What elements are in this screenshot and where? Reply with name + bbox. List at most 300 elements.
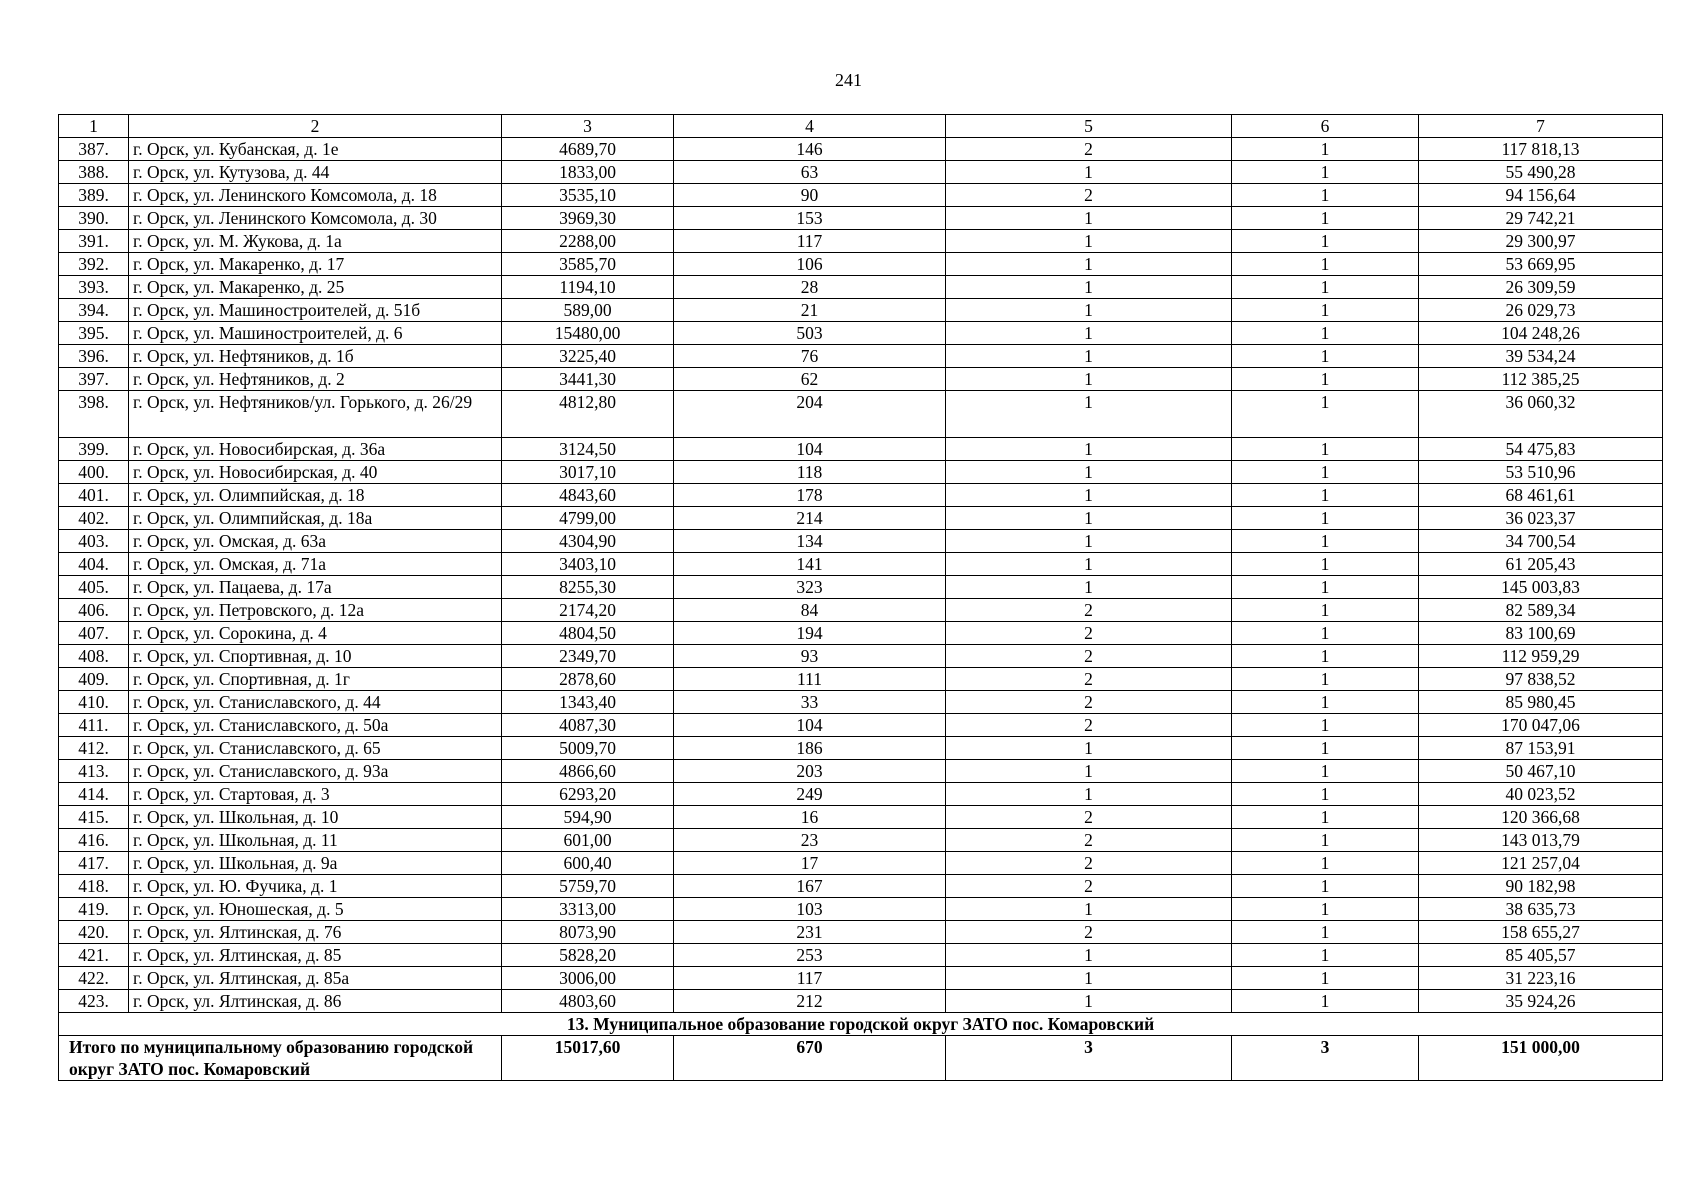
col6-cell: 1: [1232, 461, 1419, 484]
col6-cell: 1: [1232, 668, 1419, 691]
row-number: 411.: [59, 714, 129, 737]
area-cell: 3969,30: [502, 207, 674, 230]
table-row: [59, 276, 1663, 299]
table-row: [59, 760, 1663, 783]
header-cell: 5: [946, 115, 1232, 138]
address-cell: г. Орск, ул. Олимпийская, д. 18: [129, 484, 502, 507]
amount-cell: 170 047,06: [1419, 714, 1663, 737]
col5-cell: 1: [946, 438, 1232, 461]
col5-cell: 1: [946, 391, 1232, 438]
table-row: [59, 668, 1663, 691]
col5-cell: 2: [946, 829, 1232, 852]
table-row: [59, 345, 1663, 368]
col6-cell: 1: [1232, 829, 1419, 852]
col6-cell: 1: [1232, 944, 1419, 967]
header-cell: 1: [59, 115, 129, 138]
amount-cell: 85 405,57: [1419, 944, 1663, 967]
table-row: [59, 783, 1663, 806]
amount-cell: 31 223,16: [1419, 967, 1663, 990]
area-cell: 4304,90: [502, 530, 674, 553]
table-row: [59, 368, 1663, 391]
area-cell: 4866,60: [502, 760, 674, 783]
area-cell: 4804,50: [502, 622, 674, 645]
amount-cell: 68 461,61: [1419, 484, 1663, 507]
col5-cell: 1: [946, 368, 1232, 391]
residents-cell: 76: [674, 345, 946, 368]
amount-cell: 145 003,83: [1419, 576, 1663, 599]
area-cell: 589,00: [502, 299, 674, 322]
table-row: [59, 898, 1663, 921]
col5-cell: 1: [946, 507, 1232, 530]
col6-cell: 1: [1232, 599, 1419, 622]
total-amount: 151 000,00: [1419, 1036, 1663, 1081]
residents-cell: 167: [674, 875, 946, 898]
residents-cell: 117: [674, 230, 946, 253]
residents-cell: 118: [674, 461, 946, 484]
row-number: 389.: [59, 184, 129, 207]
area-cell: 3017,10: [502, 461, 674, 484]
residents-cell: 21: [674, 299, 946, 322]
amount-cell: 34 700,54: [1419, 530, 1663, 553]
address-cell: г. Орск, ул. Ялтинская, д. 85: [129, 944, 502, 967]
area-cell: 8255,30: [502, 576, 674, 599]
area-cell: 4799,00: [502, 507, 674, 530]
table-row: [59, 184, 1663, 207]
header-cell: 7: [1419, 115, 1663, 138]
col5-cell: 2: [946, 622, 1232, 645]
table-row: [59, 299, 1663, 322]
address-cell: г. Орск, ул. Олимпийская, д. 18а: [129, 507, 502, 530]
address-cell: г. Орск, ул. Ялтинская, д. 86: [129, 990, 502, 1013]
row-number: 387.: [59, 138, 129, 161]
amount-cell: 61 205,43: [1419, 553, 1663, 576]
row-number: 403.: [59, 530, 129, 553]
table-row: [59, 622, 1663, 645]
col6-cell: 1: [1232, 138, 1419, 161]
col5-cell: 1: [946, 553, 1232, 576]
residents-cell: 194: [674, 622, 946, 645]
address-cell: г. Орск, ул. Ю. Фучика, д. 1: [129, 875, 502, 898]
address-cell: г. Орск, ул. Спортивная, д. 1г: [129, 668, 502, 691]
amount-cell: 53 510,96: [1419, 461, 1663, 484]
residents-cell: 323: [674, 576, 946, 599]
amount-cell: 143 013,79: [1419, 829, 1663, 852]
col5-cell: 2: [946, 668, 1232, 691]
area-cell: 3441,30: [502, 368, 674, 391]
row-number: 388.: [59, 161, 129, 184]
address-cell: г. Орск, ул. Новосибирская, д. 36а: [129, 438, 502, 461]
residents-cell: 28: [674, 276, 946, 299]
table-row: [59, 507, 1663, 530]
col6-cell: 1: [1232, 484, 1419, 507]
address-cell: г. Орск, ул. Пацаева, д. 17а: [129, 576, 502, 599]
table-row: [59, 530, 1663, 553]
row-number: 415.: [59, 806, 129, 829]
col6-cell: 1: [1232, 530, 1419, 553]
area-cell: 5009,70: [502, 737, 674, 760]
address-cell: г. Орск, ул. Макаренко, д. 25: [129, 276, 502, 299]
col6-cell: 1: [1232, 507, 1419, 530]
amount-cell: 35 924,26: [1419, 990, 1663, 1013]
residents-cell: 84: [674, 599, 946, 622]
address-cell: г. Орск, ул. Стартовая, д. 3: [129, 783, 502, 806]
row-number: 420.: [59, 921, 129, 944]
section-row: [59, 1013, 1663, 1036]
col5-cell: 2: [946, 599, 1232, 622]
table-row: [59, 207, 1663, 230]
col6-cell: 1: [1232, 852, 1419, 875]
col6-cell: 1: [1232, 990, 1419, 1013]
header-cell: 2: [129, 115, 502, 138]
area-cell: 1833,00: [502, 161, 674, 184]
col6-cell: 1: [1232, 299, 1419, 322]
row-number: 400.: [59, 461, 129, 484]
amount-cell: 117 818,13: [1419, 138, 1663, 161]
table-row: [59, 576, 1663, 599]
col5-cell: 1: [946, 230, 1232, 253]
area-cell: 4689,70: [502, 138, 674, 161]
area-cell: 3006,00: [502, 967, 674, 990]
col6-cell: 1: [1232, 553, 1419, 576]
address-cell: г. Орск, ул. Юношеская, д. 5: [129, 898, 502, 921]
col5-cell: 1: [946, 345, 1232, 368]
address-cell: г. Орск, ул. Станиславского, д. 44: [129, 691, 502, 714]
col6-cell: 1: [1232, 806, 1419, 829]
address-cell: г. Орск, ул. Нефтяников, д. 1б: [129, 345, 502, 368]
residents-cell: 253: [674, 944, 946, 967]
residents-cell: 214: [674, 507, 946, 530]
residents-cell: 249: [674, 783, 946, 806]
col5-cell: 2: [946, 806, 1232, 829]
residents-cell: 33: [674, 691, 946, 714]
row-number: 393.: [59, 276, 129, 299]
row-number: 396.: [59, 345, 129, 368]
table-row: [59, 645, 1663, 668]
amount-cell: 50 467,10: [1419, 760, 1663, 783]
amount-cell: 40 023,52: [1419, 783, 1663, 806]
area-cell: 5828,20: [502, 944, 674, 967]
area-cell: 3403,10: [502, 553, 674, 576]
area-cell: 3124,50: [502, 438, 674, 461]
page-number: 241: [835, 70, 862, 90]
table-row: [59, 599, 1663, 622]
col5-cell: 1: [946, 276, 1232, 299]
residents-cell: 153: [674, 207, 946, 230]
row-number: 397.: [59, 368, 129, 391]
col5-cell: 1: [946, 737, 1232, 760]
amount-cell: 83 100,69: [1419, 622, 1663, 645]
table-row: [59, 944, 1663, 967]
col6-cell: 1: [1232, 622, 1419, 645]
col5-cell: 1: [946, 299, 1232, 322]
total-col6: 3: [1232, 1036, 1419, 1081]
amount-cell: 53 669,95: [1419, 253, 1663, 276]
address-cell: г. Орск, ул. Школьная, д. 11: [129, 829, 502, 852]
table-row: [59, 461, 1663, 484]
col5-cell: 1: [946, 760, 1232, 783]
table-row: [59, 714, 1663, 737]
row-number: 412.: [59, 737, 129, 760]
col6-cell: 1: [1232, 438, 1419, 461]
col6-cell: 1: [1232, 691, 1419, 714]
residents-cell: 111: [674, 668, 946, 691]
area-cell: 8073,90: [502, 921, 674, 944]
header-cell: 6: [1232, 115, 1419, 138]
col6-cell: 1: [1232, 161, 1419, 184]
residents-cell: 186: [674, 737, 946, 760]
data-table: [58, 114, 1663, 1081]
address-cell: г. Орск, ул. Станиславского, д. 50а: [129, 714, 502, 737]
address-cell: г. Орск, ул. Школьная, д. 9а: [129, 852, 502, 875]
row-number: 408.: [59, 645, 129, 668]
col5-cell: 2: [946, 691, 1232, 714]
col5-cell: 1: [946, 207, 1232, 230]
amount-cell: 112 959,29: [1419, 645, 1663, 668]
col5-cell: 1: [946, 576, 1232, 599]
table-row: [59, 322, 1663, 345]
col6-cell: 1: [1232, 967, 1419, 990]
area-cell: 3535,10: [502, 184, 674, 207]
address-cell: г. Орск, ул. Сорокина, д. 4: [129, 622, 502, 645]
col6-cell: 1: [1232, 898, 1419, 921]
address-cell: г. Орск, ул. Макаренко, д. 17: [129, 253, 502, 276]
area-cell: 6293,20: [502, 783, 674, 806]
amount-cell: 120 366,68: [1419, 806, 1663, 829]
row-number: 410.: [59, 691, 129, 714]
area-cell: 4812,80: [502, 391, 674, 438]
residents-cell: 104: [674, 438, 946, 461]
row-number: 423.: [59, 990, 129, 1013]
address-cell: г. Орск, ул. Спортивная, д. 10: [129, 645, 502, 668]
address-cell: г. Орск, ул. Ялтинская, д. 76: [129, 921, 502, 944]
col5-cell: 1: [946, 253, 1232, 276]
col6-cell: 1: [1232, 760, 1419, 783]
row-number: 414.: [59, 783, 129, 806]
residents-cell: 117: [674, 967, 946, 990]
row-number: 404.: [59, 553, 129, 576]
amount-cell: 29 742,21: [1419, 207, 1663, 230]
row-number: 395.: [59, 322, 129, 345]
total-col5: 3: [946, 1036, 1232, 1081]
col6-cell: 1: [1232, 368, 1419, 391]
section-title: 13. Муниципальное образование городской округ ЗАТО пос. Комаровский: [59, 1013, 1663, 1036]
col6-cell: 1: [1232, 875, 1419, 898]
row-number: 402.: [59, 507, 129, 530]
amount-cell: 36 060,32: [1419, 391, 1663, 438]
col5-cell: 2: [946, 138, 1232, 161]
row-number: 391.: [59, 230, 129, 253]
area-cell: 2288,00: [502, 230, 674, 253]
amount-cell: 97 838,52: [1419, 668, 1663, 691]
address-cell: г. Орск, ул. Омская, д. 71а: [129, 553, 502, 576]
address-cell: г. Орск, ул. Машиностроителей, д. 6: [129, 322, 502, 345]
col5-cell: 1: [946, 484, 1232, 507]
area-cell: 2878,60: [502, 668, 674, 691]
table-row: [59, 161, 1663, 184]
area-cell: 600,40: [502, 852, 674, 875]
col5-cell: 2: [946, 921, 1232, 944]
table-row: [59, 253, 1663, 276]
col5-cell: 1: [946, 898, 1232, 921]
residents-cell: 62: [674, 368, 946, 391]
table-row: [59, 967, 1663, 990]
address-cell: г. Орск, ул. Школьная, д. 10: [129, 806, 502, 829]
residents-cell: 231: [674, 921, 946, 944]
residents-cell: 106: [674, 253, 946, 276]
table-row: [59, 391, 1663, 438]
total-residents: 670: [674, 1036, 946, 1081]
row-number: 394.: [59, 299, 129, 322]
area-cell: 3225,40: [502, 345, 674, 368]
col5-cell: 2: [946, 645, 1232, 668]
residents-cell: 141: [674, 553, 946, 576]
residents-cell: 63: [674, 161, 946, 184]
amount-cell: 26 309,59: [1419, 276, 1663, 299]
amount-cell: 121 257,04: [1419, 852, 1663, 875]
header-cell: 3: [502, 115, 674, 138]
col5-cell: 2: [946, 714, 1232, 737]
residents-cell: 103: [674, 898, 946, 921]
table-row: [59, 138, 1663, 161]
amount-cell: 29 300,97: [1419, 230, 1663, 253]
col6-cell: 1: [1232, 253, 1419, 276]
amount-cell: 38 635,73: [1419, 898, 1663, 921]
amount-cell: 55 490,28: [1419, 161, 1663, 184]
address-cell: г. Орск, ул. Кубанская, д. 1е: [129, 138, 502, 161]
col5-cell: 2: [946, 875, 1232, 898]
row-number: 419.: [59, 898, 129, 921]
residents-cell: 23: [674, 829, 946, 852]
amount-cell: 36 023,37: [1419, 507, 1663, 530]
area-cell: 2349,70: [502, 645, 674, 668]
table-row: [59, 484, 1663, 507]
col6-cell: 1: [1232, 737, 1419, 760]
residents-cell: 503: [674, 322, 946, 345]
area-cell: 15480,00: [502, 322, 674, 345]
residents-cell: 93: [674, 645, 946, 668]
col6-cell: 1: [1232, 783, 1419, 806]
total-area: 15017,60: [502, 1036, 674, 1081]
col6-cell: 1: [1232, 184, 1419, 207]
residents-cell: 178: [674, 484, 946, 507]
col6-cell: 1: [1232, 345, 1419, 368]
row-number: 405.: [59, 576, 129, 599]
col6-cell: 1: [1232, 645, 1419, 668]
address-cell: г. Орск, ул. Нефтяников/ул. Горького, д. 26/29: [129, 391, 502, 438]
table-row: [59, 553, 1663, 576]
residents-cell: 16: [674, 806, 946, 829]
area-cell: 594,90: [502, 806, 674, 829]
row-number: 416.: [59, 829, 129, 852]
residents-cell: 212: [674, 990, 946, 1013]
row-number: 409.: [59, 668, 129, 691]
col6-cell: 1: [1232, 714, 1419, 737]
row-number: 421.: [59, 944, 129, 967]
col6-cell: 1: [1232, 230, 1419, 253]
col6-cell: 1: [1232, 322, 1419, 345]
col6-cell: 1: [1232, 276, 1419, 299]
address-cell: г. Орск, ул. М. Жукова, д. 1а: [129, 230, 502, 253]
area-cell: 1343,40: [502, 691, 674, 714]
residents-cell: 203: [674, 760, 946, 783]
amount-cell: 26 029,73: [1419, 299, 1663, 322]
area-cell: 2174,20: [502, 599, 674, 622]
col6-cell: 1: [1232, 207, 1419, 230]
address-cell: г. Орск, ул. Ленинского Комсомола, д. 30: [129, 207, 502, 230]
table-row: [59, 806, 1663, 829]
amount-cell: 158 655,27: [1419, 921, 1663, 944]
col6-cell: 1: [1232, 391, 1419, 438]
col5-cell: 1: [946, 944, 1232, 967]
header-cell: 4: [674, 115, 946, 138]
table-row: [59, 230, 1663, 253]
amount-cell: 94 156,64: [1419, 184, 1663, 207]
area-cell: 4843,60: [502, 484, 674, 507]
col5-cell: 1: [946, 967, 1232, 990]
col5-cell: 1: [946, 322, 1232, 345]
amount-cell: 104 248,26: [1419, 322, 1663, 345]
residents-cell: 104: [674, 714, 946, 737]
address-cell: г. Орск, ул. Станиславского, д. 93а: [129, 760, 502, 783]
total-row: [59, 1036, 1663, 1081]
col5-cell: 1: [946, 161, 1232, 184]
table-row: [59, 852, 1663, 875]
residents-cell: 17: [674, 852, 946, 875]
address-cell: г. Орск, ул. Омская, д. 63а: [129, 530, 502, 553]
row-number: 407.: [59, 622, 129, 645]
area-cell: 3313,00: [502, 898, 674, 921]
address-cell: г. Орск, ул. Нефтяников, д. 2: [129, 368, 502, 391]
amount-cell: 82 589,34: [1419, 599, 1663, 622]
address-cell: г. Орск, ул. Петровского, д. 12а: [129, 599, 502, 622]
area-cell: 4803,60: [502, 990, 674, 1013]
header-row: [59, 115, 1663, 138]
col6-cell: 1: [1232, 576, 1419, 599]
address-cell: г. Орск, ул. Ялтинская, д. 85а: [129, 967, 502, 990]
table-row: [59, 875, 1663, 898]
row-number: 413.: [59, 760, 129, 783]
col5-cell: 1: [946, 461, 1232, 484]
area-cell: 5759,70: [502, 875, 674, 898]
row-number: 392.: [59, 253, 129, 276]
col6-cell: 1: [1232, 921, 1419, 944]
row-number: 417.: [59, 852, 129, 875]
table-row: [59, 438, 1663, 461]
residents-cell: 90: [674, 184, 946, 207]
row-number: 398.: [59, 391, 129, 438]
table-row: [59, 829, 1663, 852]
row-number: 390.: [59, 207, 129, 230]
table-row: [59, 921, 1663, 944]
residents-cell: 204: [674, 391, 946, 438]
row-number: 418.: [59, 875, 129, 898]
row-number: 422.: [59, 967, 129, 990]
col5-cell: 1: [946, 530, 1232, 553]
area-cell: 601,00: [502, 829, 674, 852]
address-cell: г. Орск, ул. Машиностроителей, д. 51б: [129, 299, 502, 322]
col5-cell: 2: [946, 184, 1232, 207]
table-row: [59, 990, 1663, 1013]
area-cell: 3585,70: [502, 253, 674, 276]
area-cell: 1194,10: [502, 276, 674, 299]
amount-cell: 85 980,45: [1419, 691, 1663, 714]
residents-cell: 134: [674, 530, 946, 553]
row-number: 406.: [59, 599, 129, 622]
amount-cell: 54 475,83: [1419, 438, 1663, 461]
address-cell: г. Орск, ул. Новосибирская, д. 40: [129, 461, 502, 484]
total-label: Итого по муниципальному образованию городской округ ЗАТО пос. Комаровский: [59, 1036, 502, 1081]
amount-cell: 112 385,25: [1419, 368, 1663, 391]
